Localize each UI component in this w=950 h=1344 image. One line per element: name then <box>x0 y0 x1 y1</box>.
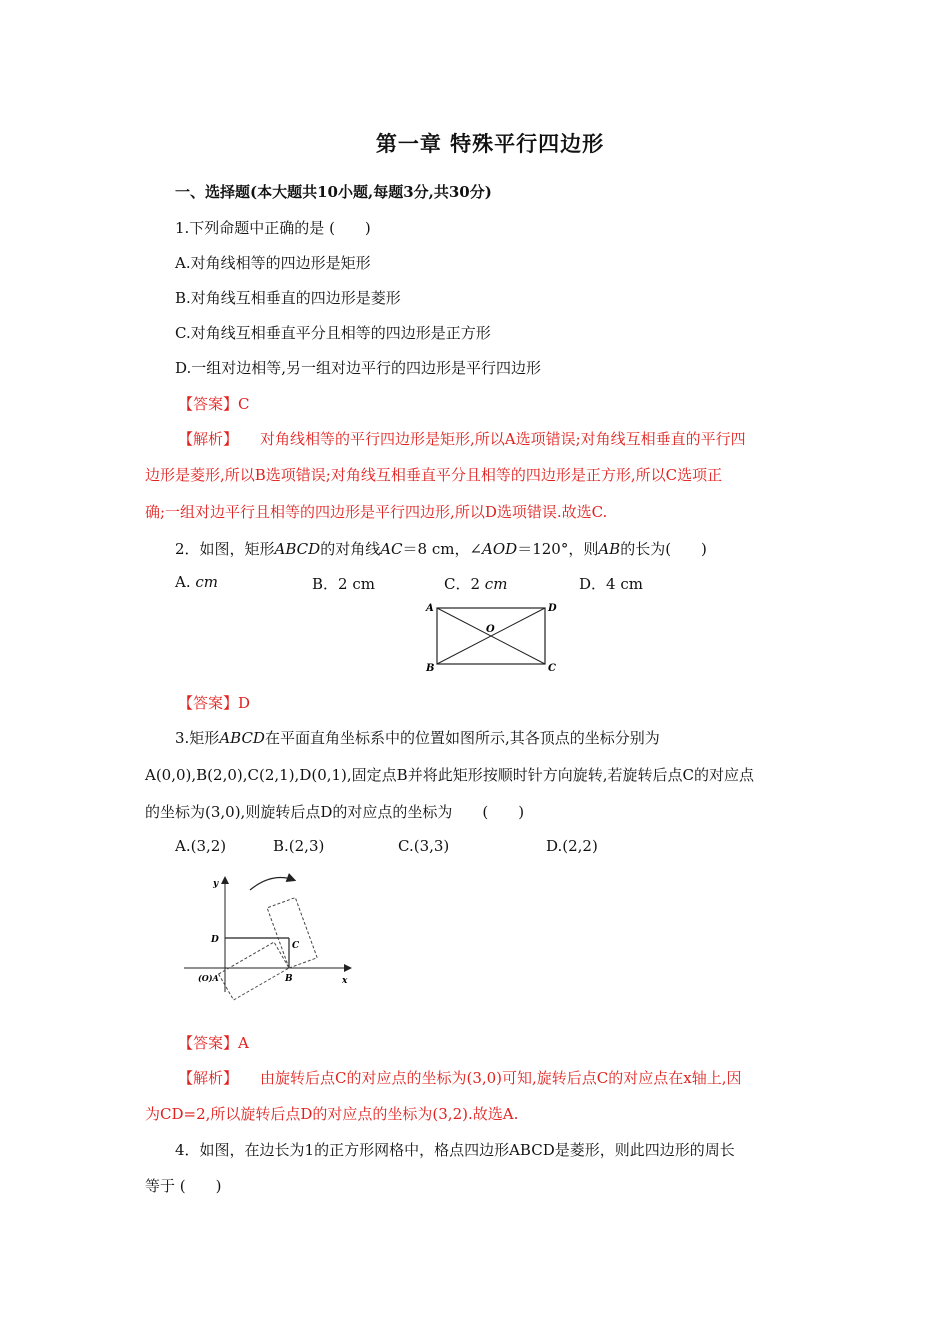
q2-stem-part: 的长为( ) <box>620 540 707 558</box>
label-a: A <box>426 603 434 614</box>
q2-option-b: B．2 cm <box>312 575 375 593</box>
q3-option-d: D.(2,2) <box>546 837 598 855</box>
q1-option-d: D.一组对边相等,另一组对边平行的四边形是平行四边形 <box>175 359 542 377</box>
q1-analysis-line-3: 确;一组对边平行且相等的四边形是平行四边形,所以D选项错误.故选C. <box>145 503 608 521</box>
q2-rectangle-figure <box>420 598 560 678</box>
label-origin-a: (O)A <box>198 973 219 983</box>
q4-line-2: 等于 ( ) <box>145 1177 222 1195</box>
label-b: B <box>285 974 293 984</box>
q2-stem-ab: AB <box>598 540 621 558</box>
q1-analysis-line-1: 对角线相等的平行四边形是矩形,所以A选项错误;对角线互相垂直的平行四 <box>260 430 746 448</box>
rotated-rectangle-dashed <box>267 898 317 968</box>
q2-option-c-text: C．2 <box>444 575 485 593</box>
label-c: C <box>292 941 300 951</box>
q2-option-a <box>175 573 218 591</box>
rotated-rectangle-dashed-2 <box>219 942 289 1000</box>
label-b: B <box>426 663 435 674</box>
label-o: O <box>486 624 495 635</box>
q2-stem-part: ＝120°，则 <box>517 540 599 558</box>
q1-answer: 【答案】C <box>178 395 250 413</box>
q2-stem-part: ＝8 cm，∠ <box>402 540 483 558</box>
q2-stem-part: 2．如图，矩形 <box>175 540 275 558</box>
q3-option-c: C.(3,3) <box>398 837 450 855</box>
q2-option-d: D．4 cm <box>579 575 643 593</box>
q1-analysis-label: 【解析】 <box>178 430 239 448</box>
q2-stem-abcd: ABCD <box>274 540 321 558</box>
q2-stem-part: 的对角线 <box>320 540 381 558</box>
q1-stem: 1.下列命题中正确的是 ( ) <box>175 219 371 237</box>
q2-option-a-text: A. <box>175 573 196 591</box>
q2-stem <box>175 538 707 559</box>
q3-line-1-part: 在平面直角坐标系中的位置如图所示,其各顶点的坐标分别为 <box>264 729 660 747</box>
page-title: 第一章 特殊平行四边形 <box>375 131 605 156</box>
q1-option-c: C.对角线互相垂直平分且相等的四边形是正方形 <box>175 324 491 342</box>
q1-option-b: B.对角线互相垂直的四边形是菱形 <box>175 289 401 307</box>
q1-analysis-line-2: 边形是菱形,所以B选项错误;对角线互相垂直平分且相等的四边形是正方形,所以C选项正 <box>145 466 723 484</box>
q3-analysis-line-2: 为CD=2,所以旋转后点D的对应点的坐标为(3,2).故选A. <box>145 1105 519 1123</box>
q2-answer: 【答案】D <box>178 694 251 712</box>
q2-stem-ac: AC <box>380 540 403 558</box>
label-c: C <box>548 663 556 674</box>
section-heading: 一、选择题(本大题共10小题,每题3分,共30分) <box>175 183 492 201</box>
label-x: x <box>342 976 348 986</box>
label-d: D <box>548 603 557 614</box>
rotation-arrow <box>250 878 294 890</box>
q2-option-c-unit: cm <box>484 575 508 593</box>
q3-line-2: A(0,0),B(2,0),C(2,1),D(0,1),固定点B并将此矩形按顺时针方向旋转,若旋转后点C的对应点 <box>145 766 754 784</box>
q2-option-c <box>444 573 507 594</box>
q3-option-a: A.(3,2) <box>175 837 227 855</box>
q3-answer: 【答案】A <box>178 1034 249 1052</box>
label-d: D <box>211 935 219 945</box>
q2-option-a-unit: cm <box>195 573 218 591</box>
q2-stem-aod: AOD <box>482 540 518 558</box>
q3-line-1 <box>175 727 660 748</box>
q3-rotation-figure <box>180 870 360 1020</box>
q3-option-b: B.(2,3) <box>273 837 325 855</box>
label-y: y <box>213 879 219 889</box>
q3-analysis-label: 【解析】 <box>178 1069 239 1087</box>
q4-line-1: 4．如图，在边长为1的正方形网格中，格点四边形ABCD是菱形，则此四边形的周长 <box>175 1141 735 1159</box>
q1-option-a: A.对角线相等的四边形是矩形 <box>175 254 371 272</box>
q3-line-1-part: 3.矩形 <box>175 729 220 747</box>
q3-line-1-abcd: ABCD <box>219 729 265 747</box>
q3-analysis-line-1: 由旋转后点C的对应点的坐标为(3,0)可知,旋转后点C的对应点在x轴上,因 <box>260 1069 742 1087</box>
q3-line-3: 的坐标为(3,0),则旋转后点D的对应点的坐标为 ( ) <box>145 803 525 821</box>
